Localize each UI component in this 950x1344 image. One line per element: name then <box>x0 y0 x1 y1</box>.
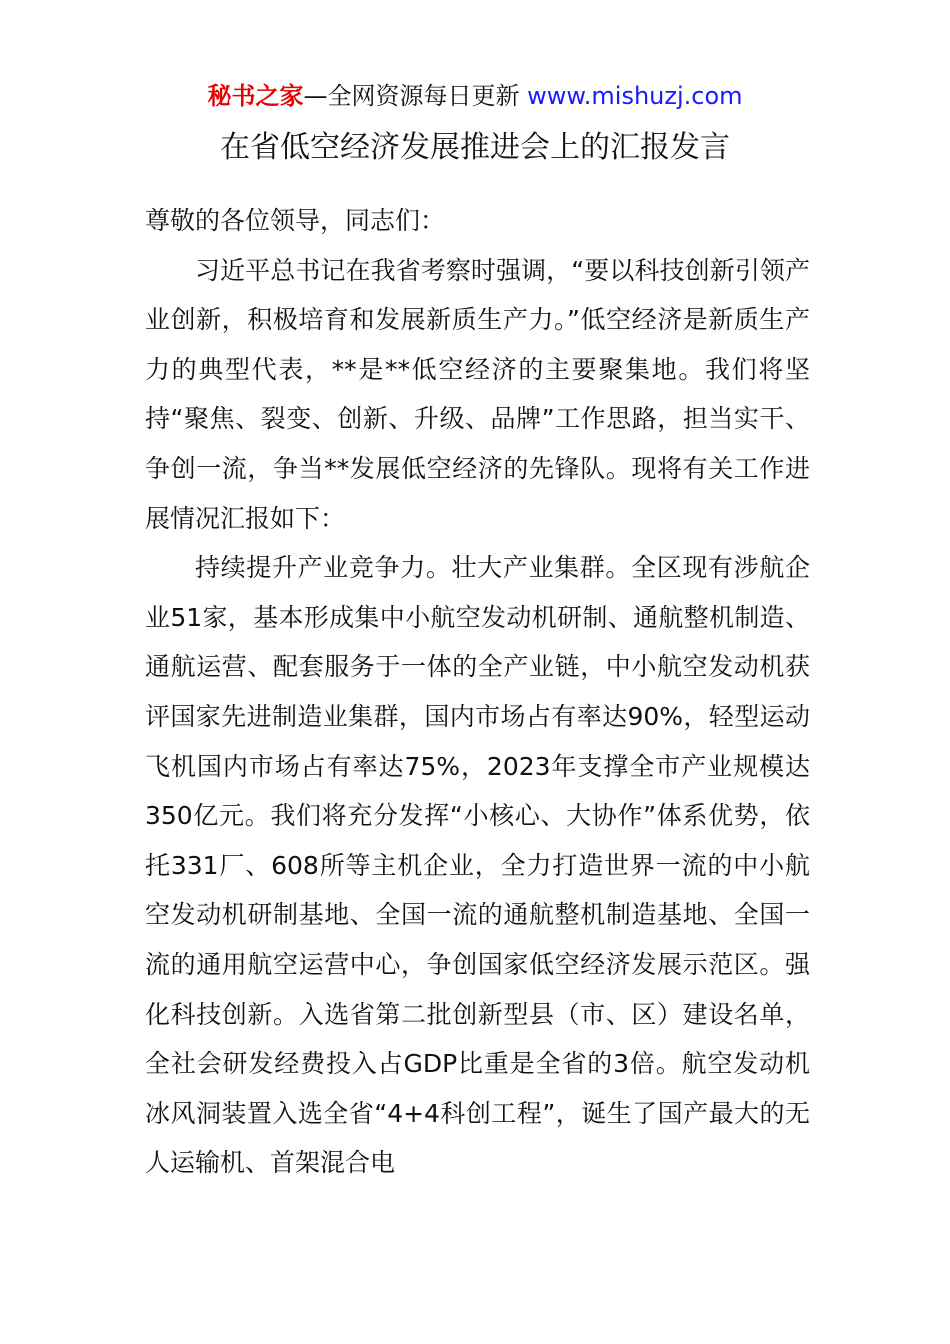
site-brand: 秘书之家 <box>207 82 304 110</box>
document-title: 在省低空经济发展推进会上的汇报发言 <box>220 130 730 165</box>
salutation: 尊敬的各位领导，同志们： <box>145 206 446 235</box>
site-url-link[interactable]: www.mishuzj.com <box>527 82 743 110</box>
site-tagline: —全网资源每日更新 <box>303 82 520 110</box>
document-body <box>145 196 810 1188</box>
paragraph-industry: 持续提升产业竞争力。壮大产业集群。全区现有涉航企业51家，基本形成集中小航空发动机研制、通航整机制造、通航运营、配套服务于一体的全产业链，中小航空发动机获评国家先进制造业集群，国内市场占有率达90%，轻型运动飞机国内市场占有率达75%，2023年支撑全市产业规模达350亿元。我们将充分发挥“小核心、大协作”体系优势，依托331厂、608所等主机企业，全力打造世界一流的中小航空发动机研制基地、全国一流的通航整机制造基地、全国一流的通用航空运营中心，争创国家低空经济发展示范区。强化科技创新。入选省第二批创新型县（市、区）建设名单，全社会研发经费投入占GDP比重是全省的3倍。航空发动机冰风洞装置入选全省“4+4科创工程”，诞生了国产最大的无人运输机、首架混合电 <box>145 553 810 1178</box>
paragraph-intro: 习近平总书记在我省考察时强调，“要以科技创新引领产业创新，积极培育和发展新质生产力。”低空经济是新质生产力的典型代表，**是**低空经济的主要聚集地。我们将坚持“聚焦、裂变、创新、升级、品牌”工作思路，担当实干、争创一流，争当**发展低空经济的先锋队。现将有关工作进展情况汇报如下： <box>145 255 810 533</box>
site-header <box>0 80 950 112</box>
